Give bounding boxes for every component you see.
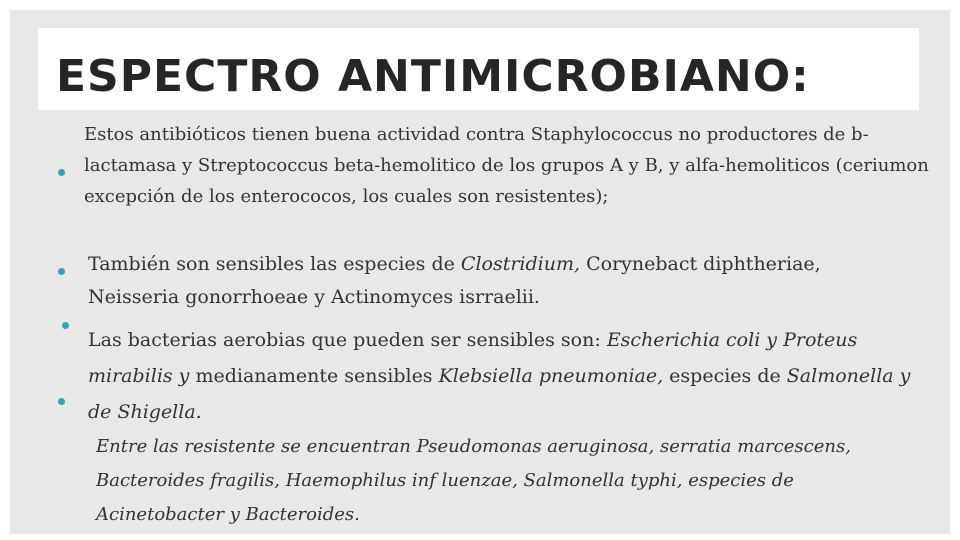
bullet-3-part-1: Las bacterias aerobias que pueden ser sensibles son: — [88, 329, 607, 351]
bullet-3-part-3: especies de — [663, 365, 787, 387]
bullet-text-3 — [88, 322, 918, 430]
bullet-3-italic-1: Escherichia coli y Proteus mirabilis y — [88, 329, 858, 387]
bullet-text-1: Estos antibióticos tienen buena actividad contra Staphylococcus no productores de b-lactamasa y Streptococcus beta-hemolitico de los grupos A y B, y alfa-hemoliticos (ceriumon excepción de los enterococos, los cuales son resistentes); — [84, 124, 929, 207]
bullet-dot-4 — [58, 398, 65, 405]
bullet-dot-1 — [58, 169, 65, 176]
bullet-3-italic-3: Salmonella y de Shigella. — [88, 365, 911, 423]
resistant-paragraph: Entre las resistente se encuentran Pseudomonas aeruginosa, serratia marcescens, Bacteroides fragilis, Haemophilus inf luenzae, Salmonella typhi, especies de Acinetobacter y Bacteroides. — [96, 436, 851, 525]
bullet-2-part-2: Corynebact diphtheriae, Neisseria gonorrhoeae y Actinomyces isrraelii. — [88, 253, 821, 308]
bullet-text-2 — [88, 248, 868, 314]
bullet-3-part-2: medianamente sensibles — [189, 365, 439, 387]
bullet-2-part-1: También son sensibles las especies de — [88, 253, 461, 275]
bullet-3-italic-2: Klebsiella pneumoniae, — [438, 365, 664, 387]
bullet-2-italic-1: Clostridium, — [460, 253, 581, 275]
bullet-dot-2 — [58, 268, 65, 275]
bullet-dot-3 — [62, 322, 69, 329]
slide-title: ESPECTRO ANTIMICROBIANO: — [56, 51, 810, 102]
